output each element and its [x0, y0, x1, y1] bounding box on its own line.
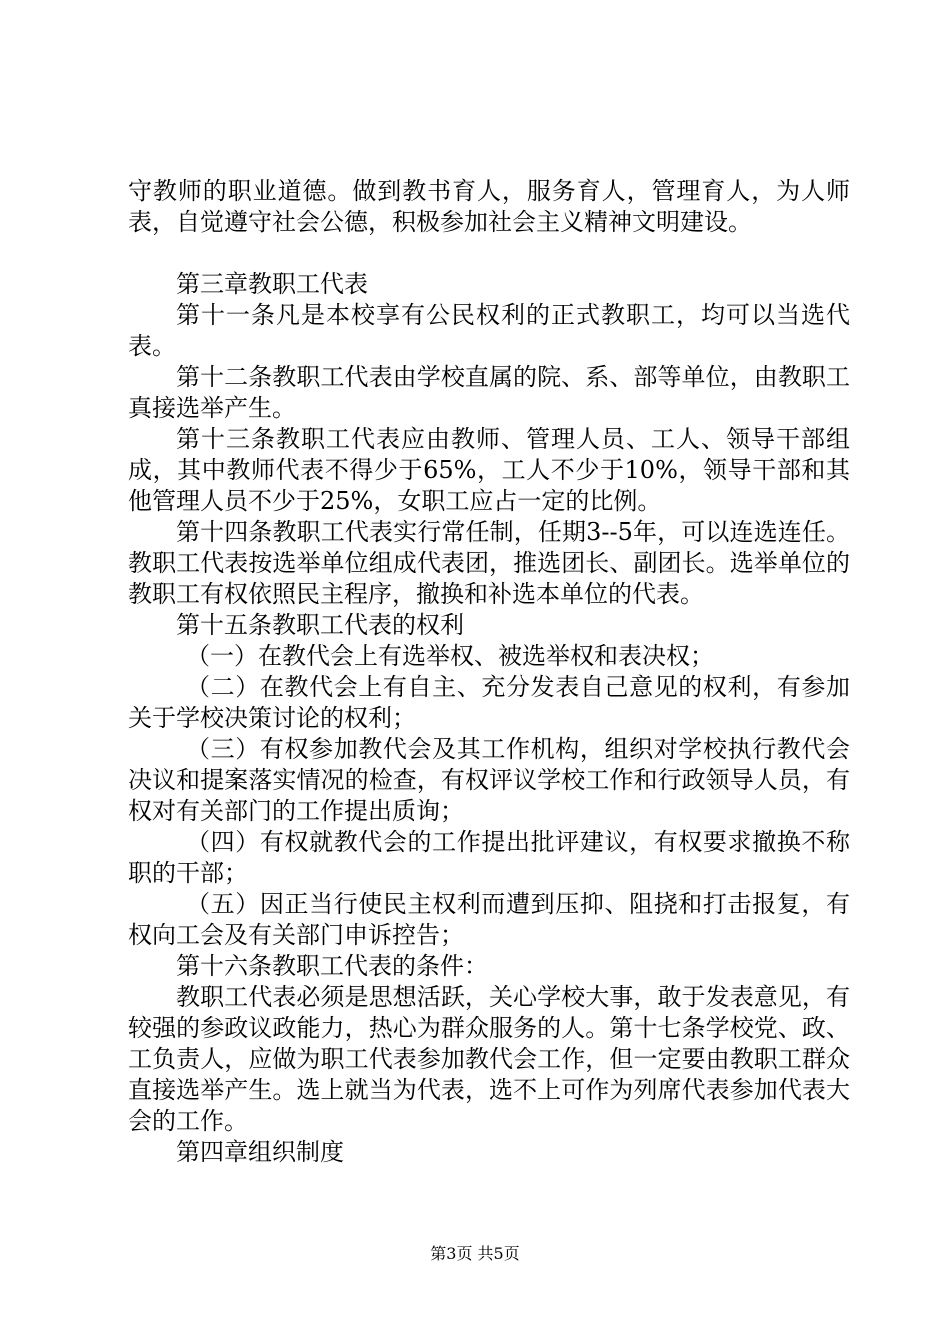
article-15-item-1: （一）在教代会上有选举权、被选举权和表决权； — [186, 642, 714, 670]
paragraph-continuation: 守教师的职业道德。做到教书育人，服务育人，管理育人，为人师表，自觉遵守社会公德，积极参加社会主义精神文明建设。 — [128, 177, 850, 236]
article-15-item-4: （四）有权就教代会的工作提出批评建议，有权要求撤换不称职的干部； — [128, 828, 850, 887]
document-body — [128, 176, 850, 1168]
article-11: 第十一条凡是本校享有公民权利的正式教职工，均可以当选代表。 — [128, 301, 850, 360]
chapter-heading-3: 第三章教职工代表 — [176, 270, 368, 298]
article-16-body: 教职工代表必须是思想活跃，关心学校大事，敢于发表意见，有较强的参政议政能力，热心为群众服务的人。第十七条学校党、政、工负责人，应做为职工代表参加教代会工作，但一定要由教职工群众直接选举产生。选上就当为代表，选不上可作为列席代表参加代表大会的工作。 — [128, 983, 850, 1135]
article-12: 第十二条教职工代表由学校直属的院、系、部等单位，由教职工真接选举产生。 — [128, 363, 850, 422]
article-14: 第十四条教职工代表实行常任制，任期3--5年，可以连选连任。教职工代表按选举单位组成代表团，推选团长、副团长。选举单位的教职工有权依照民主程序，撤换和补选本单位的代表。 — [128, 518, 850, 608]
article-15-item-5: （五）因正当行使民主权利而遭到压抑、阻挠和打击报复，有权向工会及有关部门申诉控告； — [128, 890, 850, 949]
article-16: 第十六条教职工代表的条件： — [176, 952, 488, 980]
article-15: 第十五条教职工代表的权利 — [176, 611, 464, 639]
article-13: 第十三条教职工代表应由教师、管理人员、工人、领导干部组成，其中教师代表不得少于65%，工人不少于10%，领导干部和其他管理人员不少于25%，女职工应占一定的比例。 — [128, 425, 850, 515]
paragraph-gap — [128, 238, 850, 269]
article-15-item-2: （二）在教代会上有自主、充分发表自己意见的权利，有参加关于学校决策讨论的权利； — [128, 673, 850, 732]
page-footer — [0, 1244, 950, 1264]
article-15-item-3: （三）有权参加教代会及其工作机构，组织对学校执行教代会决议和提案落实情况的检查，有权评议学校工作和行政领导人员，有权对有关部门的工作提出质询； — [128, 735, 850, 825]
chapter-heading-4: 第四章组织制度 — [176, 1138, 344, 1166]
page-number: 第3页 共5页 — [430, 1244, 520, 1263]
